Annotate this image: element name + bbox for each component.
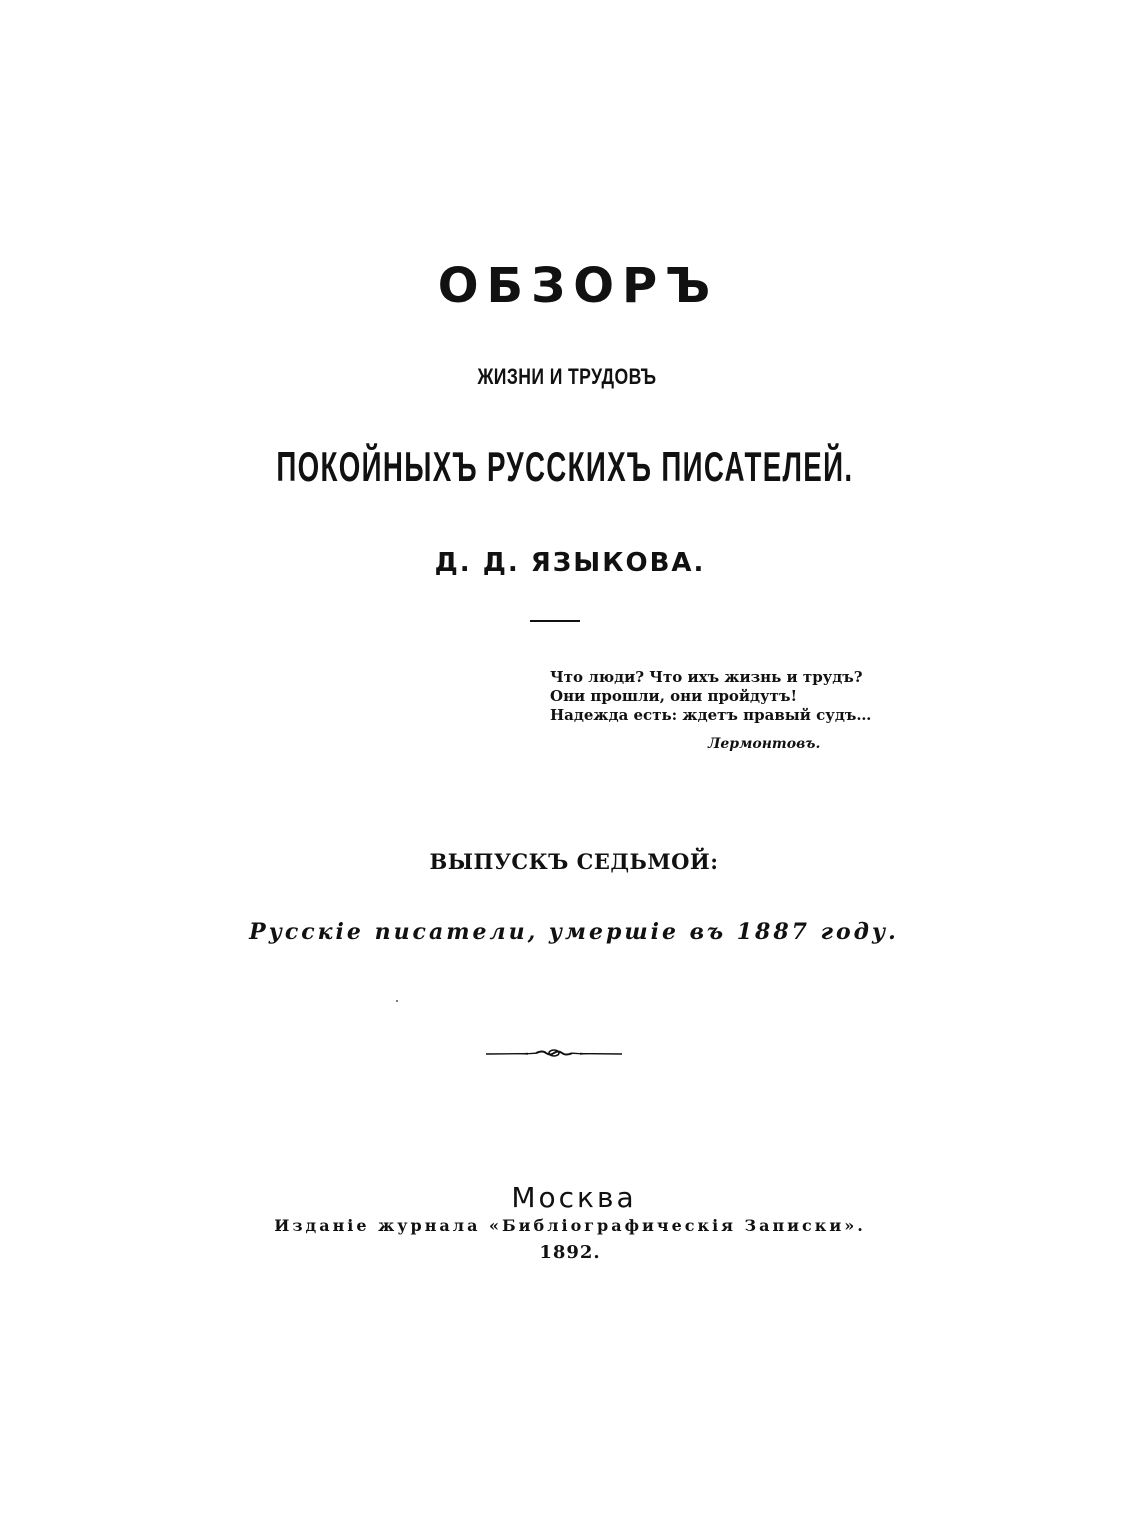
epigraph-attribution: Лермонтовъ. [708,736,821,752]
issue-number: ВЫПУСКЪ СЕДЬМОЙ: [429,849,719,874]
subtitle-line-1: ЖИЗНИ И ТРУДОВЪ [477,364,657,389]
divider-rule [530,620,580,622]
epigraph [550,668,871,725]
epigraph-line: Они прошли, они пройдутъ! [550,687,798,705]
author-name: Д. Д. ЯЗЫКОВА. [434,548,706,578]
imprint-city: Москва [511,1181,637,1214]
subtitle-line-2: ПОКОЙНЫХЪ РУССКИХЪ ПИСАТЕЛЕЙ. [276,443,854,490]
stray-dot [396,1000,398,1002]
ornament-divider-icon [484,1044,624,1062]
imprint-year: 1892. [539,1242,601,1263]
epigraph-line: Что люди? Что ихъ жизнь и трудъ? [550,668,863,686]
book-title: ОБЗОРЪ [437,258,719,314]
epigraph-line: Надежда есть: ждетъ правый судъ… [550,706,872,724]
issue-subtitle: Русскіе писатели, умершіе въ 1887 году. [249,919,899,945]
imprint-publisher: Изданіе журнала «Библіографическія Записки». [274,1216,866,1235]
